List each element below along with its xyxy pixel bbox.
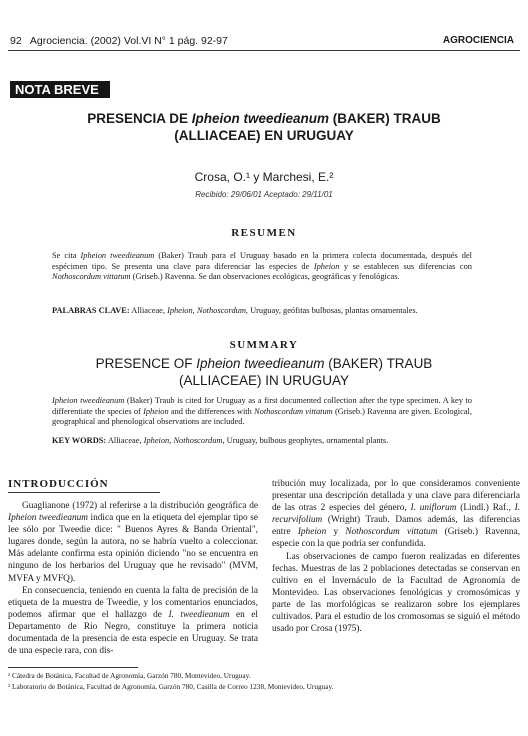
summary-heading: SUMMARY xyxy=(229,339,299,351)
intro-heading-rule xyxy=(8,492,160,493)
resumen-heading: RESUMEN xyxy=(231,227,297,239)
title-es xyxy=(0,110,528,144)
title-en xyxy=(0,355,528,389)
resumen-text: Se cita Ipheion tweedieanum (Baker) Traub para el Uruguay basado en la primera colecta documentada, después del espécimen tipo. Se presenta una clave para diferenciar las especies de Ipheion y se establecen sus diferencias con Nothoscordum vittatum (Griseb.) Ravenna. Se dan observaciones ecológicas, geográficas y fenológicas. xyxy=(52,251,472,282)
received-date: Recibido: 29/06/01 Aceptado: 29/11/01 xyxy=(195,190,333,199)
footnote-rule xyxy=(8,667,138,668)
title-en-line1: PRESENCE OF Ipheion tweedieanum (BAKER) TRAUB xyxy=(95,356,433,371)
left-column xyxy=(8,500,258,657)
citation: Agrociencia. (2002) Vol.VI N° 1 pág. 92-97 xyxy=(29,35,228,47)
footnote-1: ¹ Cátedra de Botánica, Facultad de Agronomía, Garzón 780, Montevideo, Uruguay. xyxy=(8,671,251,680)
right-column xyxy=(272,478,520,635)
journal-name: AGROCIENCIA xyxy=(442,35,514,46)
header-left xyxy=(10,35,228,47)
palabras-clave: PALABRAS CLAVE: Alliaceae, Ipheion, Nothoscordum, Uruguay, geófitas bulbosas, plantas ornamentales. xyxy=(52,306,418,315)
right-paragraph-1: tribución muy localizada, por lo que consideramos conveniente presentar una descripción detallada y una clave para diferenciarla de las otras 2 especies del género, I. uniflorum (Lindl.) Raf., I. recurvifolium (Wright) Traub. Damos además, las diferencias entre Ipheion y Nothoscordum vittatum (Griseb.) Ravenna, especie con la que podría ser confundida. xyxy=(272,479,521,550)
title-es-line1: PRESENCIA DE Ipheion tweedieanum (BAKER) TRAUB xyxy=(87,111,441,126)
authors: Crosa, O.¹ y Marchesi, E.² xyxy=(194,170,334,184)
title-es-line2: (ALLIACEAE) EN URUGUAY xyxy=(174,128,354,143)
title-en-line2: (ALLIACEAE) IN URUGUAY xyxy=(178,373,350,388)
intro-paragraph-2: En consecuencia, teniendo en cuenta la falta de precisión de la etiqueta de la muestra de Tweedie, y los comentarios enunciados, podemos afirmar que el hallazgo de I. tweedieanum en el Departamento de Río Negro, constituye la primera noticia documentada de la presencia de esta especie en Uruguay. Se trata de una especie rara, con dis- xyxy=(8,585,258,657)
right-paragraph-2: Las observaciones de campo fueron realizadas en diferentes fechas. Muestras de las 2 poblaciones detectadas se conservan en cultivo en el Invernáculo de la Facultad de Agronomía de Montevideo. Las observaciones fenológicas y cromosómicas y parte de las morfológicas se realizaron sobre los ejemplares cultivados. Para el estudio de los cromosomas se siguió el método usado por Crosa (1975). xyxy=(272,551,520,635)
footnote-2: ² Laboratorio de Botánica, Facultad de Agronomía, Garzón 780, Casilla de Correo 1238, Montevideo, Uruguay. xyxy=(8,682,334,691)
key-words: KEY WORDS: Alliaceae, Ipheion, Nothoscordum, Uruguay, bulbous geophytes, ornamental plants. xyxy=(52,436,389,445)
summary-text: Ipheion tweedieanum (Baker) Traub is cited for Uruguay as a first documented collection after the type specimen. A key to differentiate the species of Ipheion and the differences with Nothoscordum vittatum (Griseb.) Ravenna are given. Ecological, geographical and phenological observations are included. xyxy=(52,396,472,427)
intro-heading: INTRODUCCIÓN xyxy=(8,478,109,490)
header-rule xyxy=(8,50,520,51)
page-number: 92 xyxy=(10,35,22,47)
nota-breve-badge: NOTA BREVE xyxy=(10,81,110,98)
intro-paragraph-1: Guaglianone (1972) al referirse a la distribución geográfica de Ipheion tweedieanum indica que en la etiqueta del ejemplar tipo se lee sólo por Tweedie dice: " Buenos Ayres & Banda Oriental", lugares donde, según la autora, no se habría vuelto a coleccionar. Más adelante confirma esta opinión diciendo "no se encuentra en ninguno de los herbarios del Uruguay que he revisado" (MVM, MVFA y MVFQ). xyxy=(8,501,258,584)
